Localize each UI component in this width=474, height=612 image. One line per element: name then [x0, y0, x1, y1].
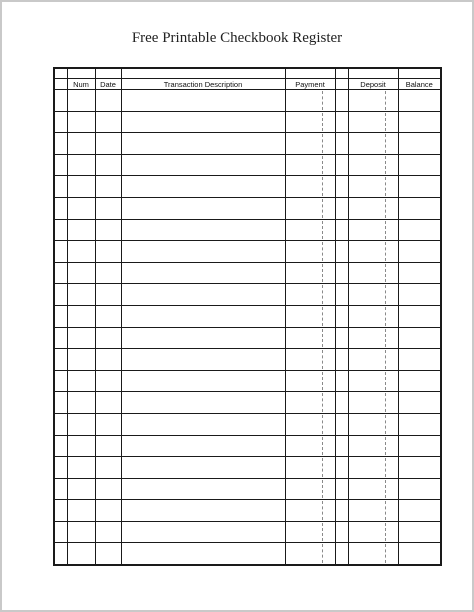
entry-cell-deposit[interactable]	[348, 133, 398, 155]
entry-cell-payment[interactable]	[285, 305, 335, 327]
header-num: Num	[67, 79, 95, 90]
register-row	[54, 90, 441, 112]
entry-cell-check[interactable]	[54, 349, 67, 371]
header-description: Transaction Description	[121, 79, 285, 90]
entry-cell-deposit[interactable]	[348, 305, 398, 327]
entry-cell-description[interactable]	[121, 457, 285, 479]
entry-cell-num[interactable]	[67, 392, 95, 414]
entry-cell-tax[interactable]	[335, 176, 348, 198]
entry-cell-date[interactable]	[95, 370, 121, 392]
entry-cell-num[interactable]	[67, 284, 95, 306]
register-table	[53, 67, 442, 566]
entry-cell-payment[interactable]	[285, 435, 335, 457]
entry-cell-payment[interactable]	[285, 349, 335, 371]
entry-cell-tax[interactable]	[335, 284, 348, 306]
register-row	[54, 241, 441, 263]
header-date: Date	[95, 79, 121, 90]
entry-cell-payment[interactable]	[285, 241, 335, 263]
entry-cell-deposit[interactable]	[348, 111, 398, 133]
entry-cell-date[interactable]	[95, 413, 121, 435]
entry-cell-payment[interactable]	[285, 370, 335, 392]
entry-cell-check[interactable]	[54, 284, 67, 306]
entry-cell-check[interactable]	[54, 133, 67, 155]
entry-cell-date[interactable]	[95, 241, 121, 263]
register-row	[54, 500, 441, 522]
entry-cell-deposit[interactable]	[348, 413, 398, 435]
register-row	[54, 543, 441, 565]
register-row	[54, 262, 441, 284]
entry-cell-balance[interactable]	[398, 392, 441, 414]
entry-cell-description[interactable]	[121, 111, 285, 133]
entry-cell-check[interactable]	[54, 262, 67, 284]
entry-cell-balance[interactable]	[398, 111, 441, 133]
entry-cell-date[interactable]	[95, 327, 121, 349]
entry-cell-date[interactable]	[95, 219, 121, 241]
entry-cell-balance[interactable]	[398, 370, 441, 392]
register-row	[54, 284, 441, 306]
entry-cell-tax[interactable]	[335, 543, 348, 565]
entry-cell-payment[interactable]	[285, 154, 335, 176]
entry-cell-check[interactable]	[54, 111, 67, 133]
entry-cell-description[interactable]	[121, 154, 285, 176]
entry-cell-payment[interactable]	[285, 500, 335, 522]
entry-cell-deposit[interactable]	[348, 176, 398, 198]
entry-cell-date[interactable]	[95, 111, 121, 133]
header-tax	[335, 79, 348, 90]
entry-cell-date[interactable]	[95, 90, 121, 112]
entry-cell-payment[interactable]	[285, 327, 335, 349]
entry-cell-num[interactable]	[67, 370, 95, 392]
entry-cell-check[interactable]	[54, 457, 67, 479]
top-cell-balance	[398, 68, 441, 79]
entry-cell-balance[interactable]	[398, 327, 441, 349]
entry-cell-payment[interactable]	[285, 284, 335, 306]
entry-cell-description[interactable]	[121, 241, 285, 263]
entry-cell-tax[interactable]	[335, 154, 348, 176]
entry-cell-date[interactable]	[95, 521, 121, 543]
entry-cell-num[interactable]	[67, 435, 95, 457]
entry-cell-deposit[interactable]	[348, 241, 398, 263]
top-strip-row	[54, 68, 441, 79]
register-row	[54, 478, 441, 500]
entry-cell-description[interactable]	[121, 219, 285, 241]
entry-cell-balance[interactable]	[398, 284, 441, 306]
page-title: Free Printable Checkbook Register	[131, 30, 343, 46]
entry-cell-tax[interactable]	[335, 241, 348, 263]
entry-cell-date[interactable]	[95, 284, 121, 306]
header-balance: Balance	[398, 79, 441, 90]
register-row	[54, 176, 441, 198]
entry-cell-date[interactable]	[95, 262, 121, 284]
entry-cell-deposit[interactable]	[348, 284, 398, 306]
entry-cell-description[interactable]	[121, 133, 285, 155]
entry-cell-description[interactable]	[121, 435, 285, 457]
entry-cell-balance[interactable]	[398, 262, 441, 284]
entry-cell-description[interactable]	[121, 521, 285, 543]
entry-cell-tax[interactable]	[335, 392, 348, 414]
entry-cell-date[interactable]	[95, 435, 121, 457]
entry-cell-deposit[interactable]	[348, 327, 398, 349]
entry-cell-payment[interactable]	[285, 478, 335, 500]
entry-cell-balance[interactable]	[398, 435, 441, 457]
register-row	[54, 370, 441, 392]
entry-cell-check[interactable]	[54, 219, 67, 241]
entry-cell-description[interactable]	[121, 349, 285, 371]
entry-cell-description[interactable]	[121, 478, 285, 500]
register-row	[54, 111, 441, 133]
entry-cell-deposit[interactable]	[348, 457, 398, 479]
register-row	[54, 219, 441, 241]
entry-cell-check[interactable]	[54, 478, 67, 500]
entry-cell-num[interactable]	[67, 327, 95, 349]
entry-cell-payment[interactable]	[285, 262, 335, 284]
entry-cell-balance[interactable]	[398, 305, 441, 327]
entry-cell-payment[interactable]	[285, 413, 335, 435]
entry-cell-date[interactable]	[95, 457, 121, 479]
entry-cell-payment[interactable]	[285, 457, 335, 479]
entry-cell-description[interactable]	[121, 90, 285, 112]
entry-cell-tax[interactable]	[335, 305, 348, 327]
entry-cell-description[interactable]	[121, 305, 285, 327]
entry-cell-tax[interactable]	[335, 197, 348, 219]
entry-cell-date[interactable]	[95, 500, 121, 522]
entry-cell-balance[interactable]	[398, 500, 441, 522]
entry-cell-check[interactable]	[54, 90, 67, 112]
entry-cell-check[interactable]	[54, 521, 67, 543]
entry-cell-num[interactable]	[67, 111, 95, 133]
entry-cell-deposit[interactable]	[348, 392, 398, 414]
top-cell-deposit	[348, 68, 398, 79]
entry-cell-num[interactable]	[67, 521, 95, 543]
entry-cell-check[interactable]	[54, 176, 67, 198]
entry-cell-date[interactable]	[95, 133, 121, 155]
entry-cell-description[interactable]	[121, 370, 285, 392]
entry-cell-deposit[interactable]	[348, 90, 398, 112]
entry-cell-balance[interactable]	[398, 349, 441, 371]
entry-cell-description[interactable]	[121, 197, 285, 219]
entry-cell-num[interactable]	[67, 241, 95, 263]
entry-cell-check[interactable]	[54, 305, 67, 327]
entry-cell-payment[interactable]	[285, 133, 335, 155]
entry-cell-description[interactable]	[121, 327, 285, 349]
entry-cell-tax[interactable]	[335, 90, 348, 112]
entry-cell-num[interactable]	[67, 133, 95, 155]
entry-cell-deposit[interactable]	[348, 543, 398, 565]
entry-cell-check[interactable]	[54, 197, 67, 219]
entry-cell-description[interactable]	[121, 284, 285, 306]
entry-cell-payment[interactable]	[285, 176, 335, 198]
entry-cell-deposit[interactable]	[348, 219, 398, 241]
entry-cell-num[interactable]	[67, 478, 95, 500]
entry-cell-tax[interactable]	[335, 413, 348, 435]
entry-cell-check[interactable]	[54, 413, 67, 435]
top-cell-tax	[335, 68, 348, 79]
entry-cell-balance[interactable]	[398, 197, 441, 219]
entry-cell-num[interactable]	[67, 457, 95, 479]
top-cell-check	[54, 68, 67, 79]
entry-cell-payment[interactable]	[285, 392, 335, 414]
entry-cell-check[interactable]	[54, 327, 67, 349]
entry-cell-balance[interactable]	[398, 241, 441, 263]
entry-cell-date[interactable]	[95, 349, 121, 371]
entry-cell-balance[interactable]	[398, 543, 441, 565]
entry-cell-payment[interactable]	[285, 521, 335, 543]
entry-cell-deposit[interactable]	[348, 478, 398, 500]
entry-cell-description[interactable]	[121, 413, 285, 435]
entry-cell-payment[interactable]	[285, 90, 335, 112]
entry-cell-num[interactable]	[67, 197, 95, 219]
entry-cell-tax[interactable]	[335, 219, 348, 241]
entry-cell-tax[interactable]	[335, 133, 348, 155]
entry-cell-date[interactable]	[95, 197, 121, 219]
entry-cell-deposit[interactable]	[348, 521, 398, 543]
entry-cell-description[interactable]	[121, 543, 285, 565]
entry-cell-date[interactable]	[95, 176, 121, 198]
entry-cell-balance[interactable]	[398, 133, 441, 155]
entry-cell-num[interactable]	[67, 176, 95, 198]
checkbook-register	[53, 67, 442, 566]
entry-cell-deposit[interactable]	[348, 370, 398, 392]
header-row	[54, 79, 441, 90]
entry-cell-tax[interactable]	[335, 262, 348, 284]
register-row	[54, 133, 441, 155]
entry-cell-description[interactable]	[121, 500, 285, 522]
register-row	[54, 413, 441, 435]
entry-cell-num[interactable]	[67, 500, 95, 522]
entry-cell-tax[interactable]	[335, 457, 348, 479]
entry-cell-date[interactable]	[95, 543, 121, 565]
register-row	[54, 435, 441, 457]
entry-cell-tax[interactable]	[335, 435, 348, 457]
register-row	[54, 197, 441, 219]
entry-cell-date[interactable]	[95, 154, 121, 176]
entry-cell-check[interactable]	[54, 154, 67, 176]
entry-cell-tax[interactable]	[335, 349, 348, 371]
entry-cell-date[interactable]	[95, 478, 121, 500]
entry-cell-balance[interactable]	[398, 219, 441, 241]
entry-cell-num[interactable]	[67, 305, 95, 327]
entry-cell-num[interactable]	[67, 349, 95, 371]
entry-cell-tax[interactable]	[335, 478, 348, 500]
entry-cell-payment[interactable]	[285, 197, 335, 219]
entry-cell-tax[interactable]	[335, 370, 348, 392]
entry-cell-check[interactable]	[54, 500, 67, 522]
entry-cell-balance[interactable]	[398, 478, 441, 500]
entry-cell-check[interactable]	[54, 241, 67, 263]
entry-cell-date[interactable]	[95, 305, 121, 327]
entry-cell-num[interactable]	[67, 90, 95, 112]
register-row	[54, 392, 441, 414]
register-row	[54, 521, 441, 543]
entry-cell-payment[interactable]	[285, 543, 335, 565]
entry-cell-balance[interactable]	[398, 90, 441, 112]
register-row	[54, 349, 441, 371]
entry-cell-num[interactable]	[67, 154, 95, 176]
entry-cell-tax[interactable]	[335, 111, 348, 133]
entry-cell-balance[interactable]	[398, 457, 441, 479]
top-cell-date	[95, 68, 121, 79]
top-cell-description	[121, 68, 285, 79]
entry-cell-check[interactable]	[54, 370, 67, 392]
entry-cell-deposit[interactable]	[348, 262, 398, 284]
entry-cell-tax[interactable]	[335, 500, 348, 522]
entry-cell-deposit[interactable]	[348, 154, 398, 176]
header-check	[54, 79, 67, 90]
entry-cell-payment[interactable]	[285, 111, 335, 133]
entry-cell-check[interactable]	[54, 543, 67, 565]
entry-cell-check[interactable]	[54, 392, 67, 414]
register-row	[54, 457, 441, 479]
entry-cell-deposit[interactable]	[348, 349, 398, 371]
entry-cell-payment[interactable]	[285, 219, 335, 241]
entry-cell-deposit[interactable]	[348, 197, 398, 219]
entry-cell-description[interactable]	[121, 262, 285, 284]
entry-cell-tax[interactable]	[335, 327, 348, 349]
entry-cell-num[interactable]	[67, 219, 95, 241]
entry-cell-balance[interactable]	[398, 413, 441, 435]
entry-cell-tax[interactable]	[335, 521, 348, 543]
entry-cell-num[interactable]	[67, 262, 95, 284]
entry-cell-balance[interactable]	[398, 176, 441, 198]
register-row	[54, 154, 441, 176]
entry-cell-description[interactable]	[121, 392, 285, 414]
header-deposit: Deposit	[348, 79, 398, 90]
entry-cell-num[interactable]	[67, 413, 95, 435]
top-cell-num	[67, 68, 95, 79]
entry-cell-balance[interactable]	[398, 521, 441, 543]
register-body	[54, 68, 441, 565]
entry-cell-deposit[interactable]	[348, 500, 398, 522]
entry-cell-date[interactable]	[95, 392, 121, 414]
entry-cell-description[interactable]	[121, 176, 285, 198]
register-row	[54, 305, 441, 327]
header-payment: Payment	[285, 79, 335, 90]
entry-cell-num[interactable]	[67, 543, 95, 565]
register-row	[54, 327, 441, 349]
top-cell-payment	[285, 68, 335, 79]
entry-cell-balance[interactable]	[398, 154, 441, 176]
entry-cell-check[interactable]	[54, 435, 67, 457]
entry-cell-deposit[interactable]	[348, 435, 398, 457]
